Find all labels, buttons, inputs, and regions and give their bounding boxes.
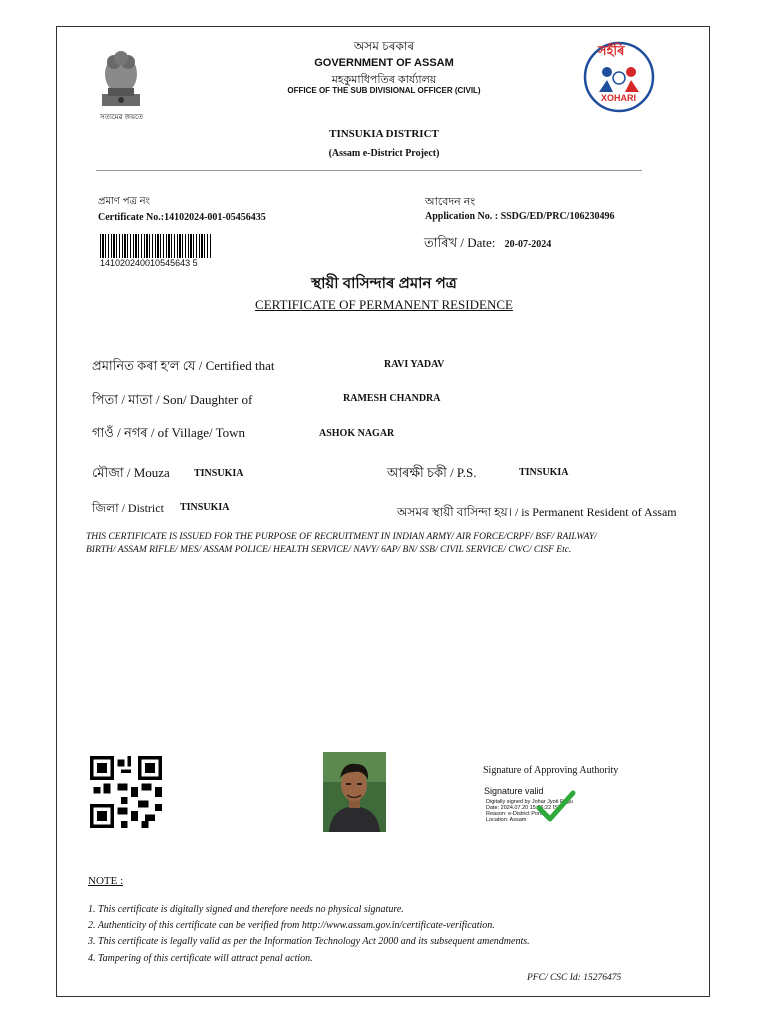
- emblem-motto: সত্যমেৱ জয়তে: [100, 114, 144, 121]
- note-1: 1. This certificate is digitally signed and therefore needs no physical signature.: [88, 904, 404, 915]
- note-3: 3. This certificate is legally valid as per the Information Technology Act 2000 and its subsequent amendments.: [88, 936, 530, 947]
- signature-valid: Signature valid: [484, 786, 544, 796]
- parent-name: RAMESH CHANDRA: [343, 393, 441, 404]
- header-assamese-office: মহকুমাধিপতিৰ কাৰ্য্যালয়: [331, 74, 437, 86]
- district-heading: TINSUKIA DISTRICT: [329, 128, 439, 140]
- sign-location: Location: Assam: [486, 817, 527, 823]
- header-assamese-govt: অসম চৰকাৰ: [353, 39, 415, 53]
- signature-authority: Signature of Approving Authority: [483, 765, 619, 776]
- certificate-title: CERTIFICATE OF PERMANENT RESIDENCE: [255, 297, 513, 312]
- xohari-label: XOHARI: [601, 93, 637, 103]
- date-value: 20-07-2024: [504, 239, 552, 250]
- district-label: জিলা / District: [92, 501, 164, 515]
- mouza-label: মৌজা / Mouza: [92, 465, 170, 480]
- app-no-label: Application No. :: [425, 211, 499, 222]
- pfc-csc-id: PFC/ CSC Id: 15276475: [527, 973, 622, 983]
- qr-code: [90, 755, 162, 829]
- app-no: SSDG/ED/PRC/106230496: [500, 211, 615, 222]
- sign-date: Date: 2024.07.20 15:36:22 IST: [486, 805, 562, 811]
- header-govt: GOVERNMENT OF ASSAM: [314, 57, 454, 69]
- ps-label: আৰক্ষী চকী / P.S.: [387, 465, 477, 480]
- note-heading: NOTE :: [88, 875, 124, 887]
- sign-reason: Reason: e-District Portal: [486, 811, 546, 817]
- district-value: TINSUKIA: [180, 502, 230, 513]
- cert-no-label: Certificate No.:: [98, 212, 165, 223]
- note-4: 4. Tampering of this certificate will attract penal action.: [88, 953, 313, 964]
- cert-no: 14102024-001-05456435: [164, 212, 266, 223]
- applicant-photo: [323, 752, 386, 832]
- resident-name: RAVI YADAV: [384, 359, 445, 370]
- barcode-text: 141020240010545643 5: [100, 258, 198, 268]
- project-heading: (Assam e-District Project): [328, 148, 440, 159]
- parent-label: পিতা / মাতা / Son/ Daughter of: [92, 392, 253, 407]
- header-office: OFFICE OF THE SUB DIVISIONAL OFFICER (CIVIL): [287, 86, 481, 95]
- purpose-line-2: BIRTH/ ASSAM RIFLE/ MES/ ASSAM POLICE/ HEALTH SERVICE/ NAVY/ 6AP/ BN/ SSB/ CIVIL SERVICE/ CWC/ CISF Etc.: [86, 545, 572, 555]
- title-assamese: স্থায়ী বাসিন্দাৰ প্ৰমান পত্ৰ: [311, 275, 457, 292]
- app-no-label-assamese: আবেদন নং: [425, 196, 476, 208]
- header-divider: [96, 170, 642, 171]
- mouza-value: TINSUKIA: [194, 468, 244, 479]
- certified-label: প্ৰমানিত কৰা হ'ল যে / Certified that: [92, 358, 275, 373]
- note-2: 2. Authenticity of this certificate can be verified from http://www.assam.gov.in/certificate-verification.: [88, 920, 495, 931]
- village-name: ASHOK NAGAR: [319, 428, 395, 439]
- purpose-line-1: THIS CERTIFICATE IS ISSUED FOR THE PURPOSE OF RECRUITMENT IN INDIAN ARMY/ AIR FORCE/CRPF/ BSF/ RAILWAY/: [86, 532, 597, 542]
- cert-no-label-assamese: প্ৰমাণ পত্ৰ নং: [98, 196, 150, 207]
- resident-statement: অসমৰ স্থায়ী বাসিন্দা হয়। / is Permanent Resident of Assam: [397, 505, 677, 519]
- signed-by: Digitally signed by Johar Jyoti Pegu: [486, 799, 573, 805]
- date-label: তাৰিখ / Date:: [424, 235, 496, 250]
- village-label: গাওঁ / নগৰ / of Village/ Town: [92, 425, 246, 440]
- barcode: [100, 234, 212, 258]
- xohari-assamese: সহঁৰি: [598, 43, 625, 58]
- check-icon: [536, 790, 576, 822]
- ps-value: TINSUKIA: [519, 467, 569, 478]
